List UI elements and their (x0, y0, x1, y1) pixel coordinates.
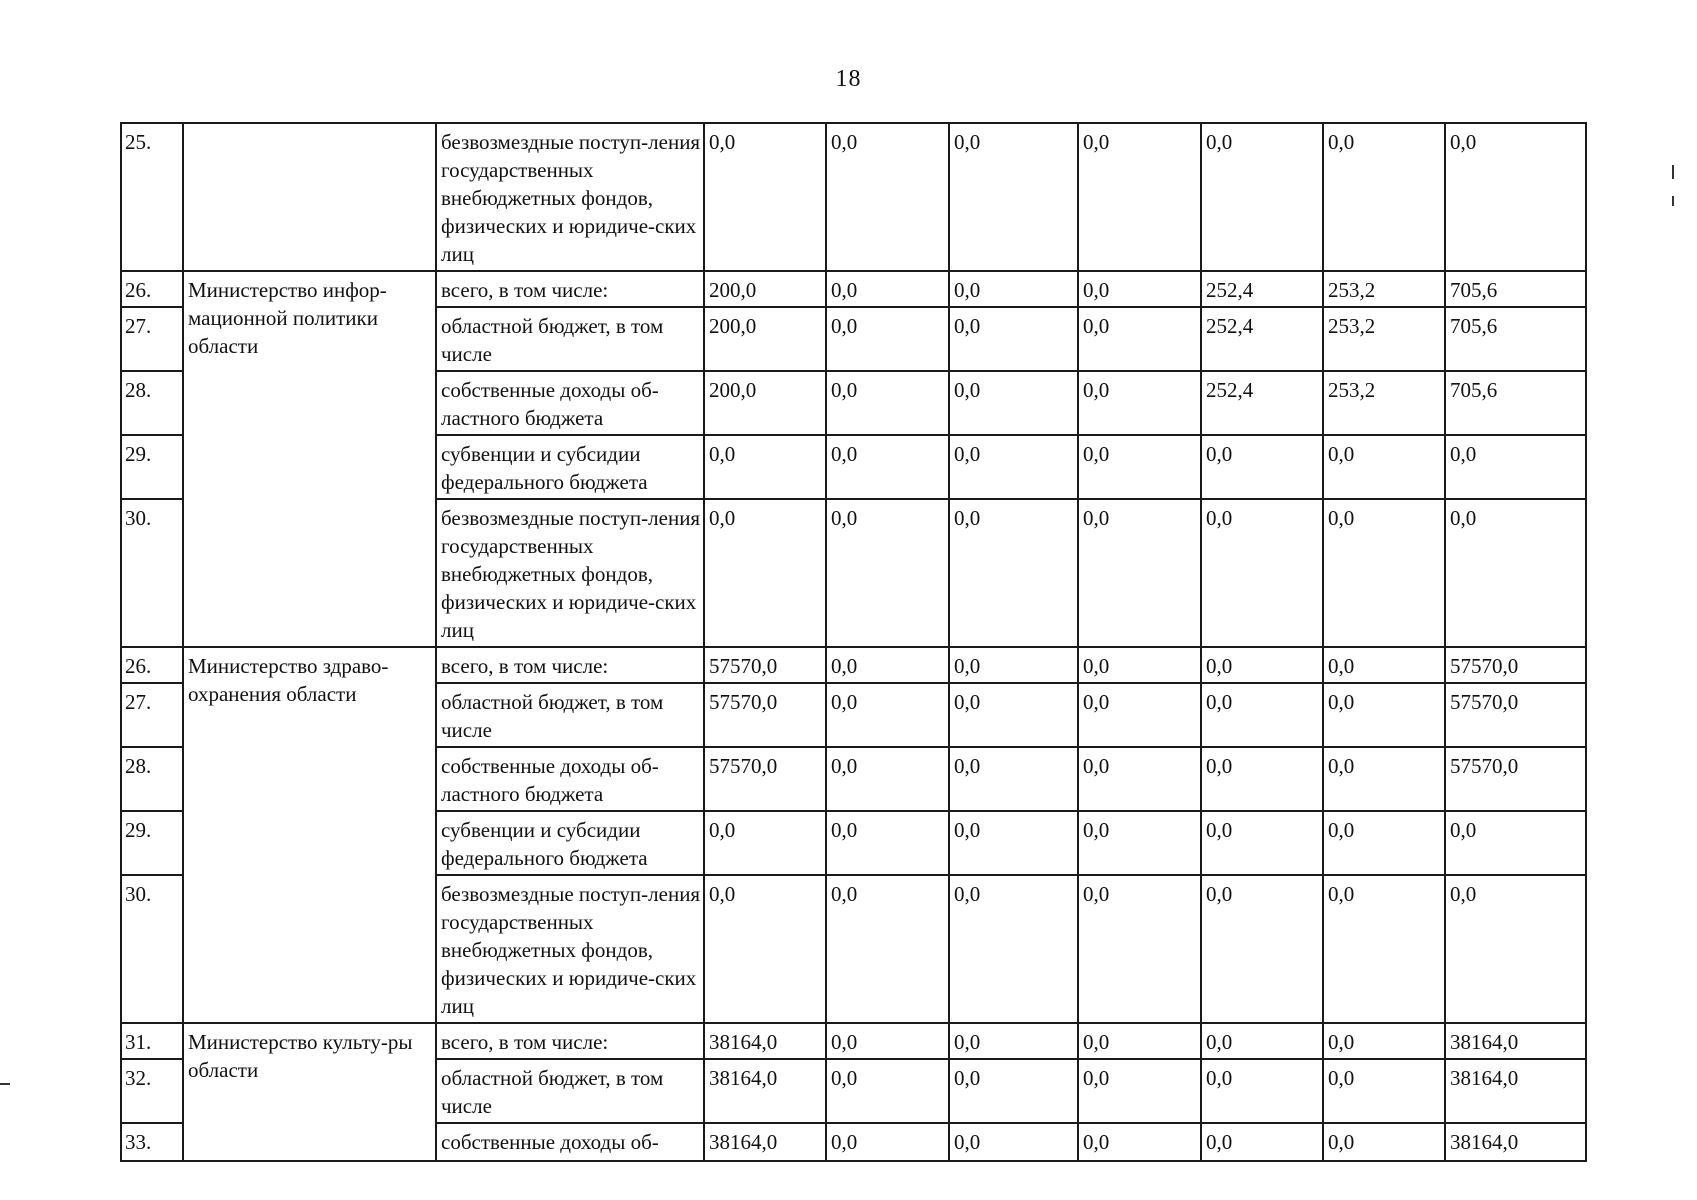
organization-cell (183, 123, 436, 271)
funding-source-cell: безвозмездные поступ-ления государственных внебюджетных фондов, физических и юридиче-ских лиц (436, 123, 704, 271)
value-cell: 0,0 (1078, 1059, 1201, 1123)
table-row (121, 123, 1586, 271)
value-cell: 0,0 (1201, 499, 1323, 647)
value-cell: 253,2 (1323, 371, 1445, 435)
scan-edge-mark (1672, 165, 1674, 179)
value-cell: 0,0 (826, 123, 949, 271)
value-cell: 38164,0 (1445, 1123, 1586, 1161)
value-cell: 0,0 (1078, 683, 1201, 747)
value-cell: 0,0 (1445, 499, 1586, 647)
value-cell: 0,0 (704, 499, 826, 647)
value-cell: 57570,0 (1445, 647, 1586, 683)
funding-source-cell: безвозмездные поступ-ления государственных внебюджетных фондов, физических и юридиче-ских лиц (436, 875, 704, 1023)
value-cell: 0,0 (1445, 875, 1586, 1023)
table-row (121, 1023, 1586, 1059)
value-cell: 0,0 (826, 811, 949, 875)
budget-table-body (121, 123, 1586, 1161)
funding-source-cell: собственные доходы об-ластного бюджета (436, 371, 704, 435)
funding-source-cell: всего, в том числе: (436, 1023, 704, 1059)
funding-source-cell: субвенции и субсидии федерального бюджета (436, 811, 704, 875)
organization-cell: Министерство культу-ры области (183, 1023, 436, 1161)
value-cell: 0,0 (949, 811, 1078, 875)
value-cell: 200,0 (704, 371, 826, 435)
value-cell: 0,0 (949, 307, 1078, 371)
scan-edge-mark (0, 1083, 10, 1085)
row-number-cell: 31. (121, 1023, 183, 1059)
funding-source-cell: собственные доходы об- (436, 1123, 704, 1161)
value-cell: 0,0 (1323, 647, 1445, 683)
value-cell: 0,0 (949, 1023, 1078, 1059)
page-number: 18 (835, 66, 862, 92)
value-cell: 0,0 (1201, 1059, 1323, 1123)
value-cell: 0,0 (1323, 435, 1445, 499)
value-cell: 38164,0 (1445, 1059, 1586, 1123)
value-cell: 0,0 (949, 747, 1078, 811)
value-cell: 0,0 (949, 435, 1078, 499)
scan-edge-mark (1672, 196, 1674, 206)
value-cell: 0,0 (1323, 747, 1445, 811)
value-cell: 0,0 (1201, 747, 1323, 811)
value-cell: 0,0 (949, 647, 1078, 683)
value-cell: 57570,0 (704, 683, 826, 747)
funding-source-cell: всего, в том числе: (436, 647, 704, 683)
value-cell: 0,0 (1201, 811, 1323, 875)
value-cell: 0,0 (1201, 683, 1323, 747)
value-cell: 0,0 (1078, 371, 1201, 435)
row-number-cell: 30. (121, 875, 183, 1023)
value-cell: 0,0 (1323, 683, 1445, 747)
value-cell: 0,0 (1323, 811, 1445, 875)
funding-source-cell: областной бюджет, в том числе (436, 307, 704, 371)
funding-source-cell: субвенции и субсидии федерального бюджета (436, 435, 704, 499)
value-cell: 57570,0 (1445, 747, 1586, 811)
funding-source-cell: областной бюджет, в том числе (436, 1059, 704, 1123)
value-cell: 57570,0 (1445, 683, 1586, 747)
value-cell: 0,0 (1078, 1123, 1201, 1161)
value-cell: 0,0 (1201, 1123, 1323, 1161)
value-cell: 0,0 (1323, 1023, 1445, 1059)
value-cell: 57570,0 (704, 747, 826, 811)
value-cell: 0,0 (1201, 647, 1323, 683)
value-cell: 0,0 (1323, 1123, 1445, 1161)
value-cell: 0,0 (826, 371, 949, 435)
value-cell: 38164,0 (704, 1123, 826, 1161)
value-cell: 0,0 (826, 1123, 949, 1161)
value-cell: 0,0 (1078, 307, 1201, 371)
value-cell: 0,0 (1078, 123, 1201, 271)
row-number-cell: 26. (121, 647, 183, 683)
value-cell: 0,0 (1201, 875, 1323, 1023)
value-cell: 0,0 (949, 683, 1078, 747)
value-cell: 0,0 (826, 683, 949, 747)
value-cell: 0,0 (1201, 123, 1323, 271)
value-cell: 0,0 (1078, 499, 1201, 647)
value-cell: 0,0 (826, 747, 949, 811)
value-cell: 0,0 (1078, 435, 1201, 499)
value-cell: 0,0 (949, 499, 1078, 647)
row-number-cell: 25. (121, 123, 183, 271)
value-cell: 0,0 (1445, 123, 1586, 271)
row-number-cell: 29. (121, 435, 183, 499)
value-cell: 0,0 (1445, 811, 1586, 875)
value-cell: 0,0 (1078, 271, 1201, 307)
table-row (121, 271, 1586, 307)
funding-source-cell: безвозмездные поступ-ления государственных внебюджетных фондов, физических и юридиче-ских лиц (436, 499, 704, 647)
row-number-cell: 32. (121, 1059, 183, 1123)
value-cell: 0,0 (826, 647, 949, 683)
row-number-cell: 26. (121, 271, 183, 307)
value-cell: 0,0 (826, 307, 949, 371)
value-cell: 0,0 (1078, 647, 1201, 683)
organization-cell: Министерство здраво-охранения области (183, 647, 436, 1023)
value-cell: 200,0 (704, 271, 826, 307)
table-row (121, 647, 1586, 683)
row-number-cell: 28. (121, 747, 183, 811)
value-cell: 38164,0 (704, 1059, 826, 1123)
value-cell: 38164,0 (1445, 1023, 1586, 1059)
row-number-cell: 27. (121, 307, 183, 371)
value-cell: 0,0 (1445, 435, 1586, 499)
funding-source-cell: собственные доходы об-ластного бюджета (436, 747, 704, 811)
budget-table (120, 122, 1587, 1162)
value-cell: 0,0 (949, 123, 1078, 271)
row-number-cell: 28. (121, 371, 183, 435)
value-cell: 0,0 (826, 1023, 949, 1059)
organization-cell: Министерство инфор-мационной политики области (183, 271, 436, 647)
value-cell: 0,0 (1323, 875, 1445, 1023)
value-cell: 253,2 (1323, 271, 1445, 307)
value-cell: 0,0 (826, 1059, 949, 1123)
value-cell: 252,4 (1201, 307, 1323, 371)
row-number-cell: 33. (121, 1123, 183, 1161)
value-cell: 0,0 (949, 1059, 1078, 1123)
value-cell: 0,0 (1078, 747, 1201, 811)
row-number-cell: 27. (121, 683, 183, 747)
value-cell: 0,0 (826, 271, 949, 307)
value-cell: 0,0 (949, 371, 1078, 435)
value-cell: 0,0 (704, 875, 826, 1023)
value-cell: 0,0 (1201, 435, 1323, 499)
value-cell: 0,0 (1078, 811, 1201, 875)
value-cell: 200,0 (704, 307, 826, 371)
value-cell: 0,0 (826, 499, 949, 647)
value-cell: 0,0 (704, 123, 826, 271)
value-cell: 705,6 (1445, 371, 1586, 435)
value-cell: 0,0 (826, 435, 949, 499)
value-cell: 0,0 (1078, 1023, 1201, 1059)
value-cell: 252,4 (1201, 271, 1323, 307)
funding-source-cell: областной бюджет, в том числе (436, 683, 704, 747)
value-cell: 0,0 (949, 271, 1078, 307)
row-number-cell: 29. (121, 811, 183, 875)
value-cell: 0,0 (1323, 499, 1445, 647)
value-cell: 252,4 (1201, 371, 1323, 435)
value-cell: 0,0 (1078, 875, 1201, 1023)
value-cell: 0,0 (949, 1123, 1078, 1161)
value-cell: 0,0 (1201, 1023, 1323, 1059)
value-cell: 0,0 (1323, 123, 1445, 271)
value-cell: 38164,0 (704, 1023, 826, 1059)
value-cell: 0,0 (704, 435, 826, 499)
value-cell: 705,6 (1445, 271, 1586, 307)
funding-source-cell: всего, в том числе: (436, 271, 704, 307)
value-cell: 0,0 (826, 875, 949, 1023)
value-cell: 0,0 (704, 811, 826, 875)
value-cell: 253,2 (1323, 307, 1445, 371)
row-number-cell: 30. (121, 499, 183, 647)
value-cell: 57570,0 (704, 647, 826, 683)
value-cell: 0,0 (949, 875, 1078, 1023)
value-cell: 705,6 (1445, 307, 1586, 371)
value-cell: 0,0 (1323, 1059, 1445, 1123)
